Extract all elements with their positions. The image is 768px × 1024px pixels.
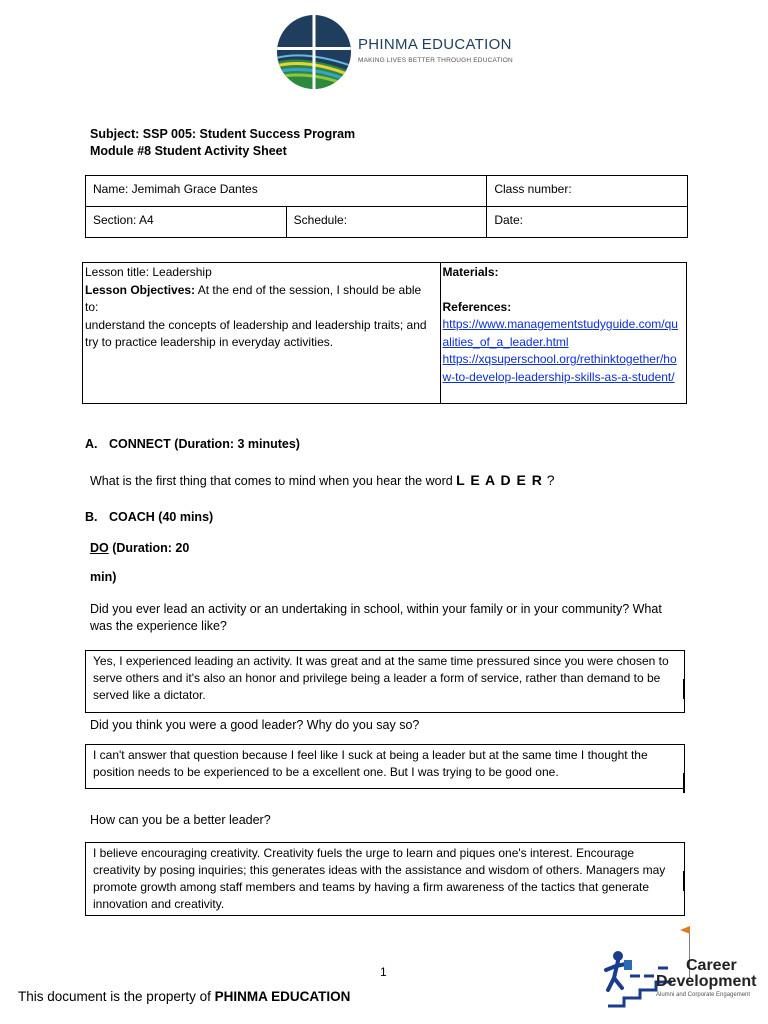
- subject-line: Subject: SSP 005: Student Success Program: [90, 127, 356, 141]
- do-heading: [90, 540, 189, 557]
- question-2: Did you think you were a good leader? Why do you say so?: [90, 718, 420, 732]
- brand-tagline: MAKING LIVES BETTER THROUGH EDUCATION: [358, 57, 513, 64]
- career-development-logo: [600, 918, 765, 1013]
- section-cell: Section: A4: [86, 207, 287, 238]
- schedule-cell: Schedule:: [286, 207, 487, 238]
- question-1: Did you ever lead an activity or an undertaking in school, within your family or in your community? What was the experience like?: [90, 602, 662, 633]
- connect-question-suffix: ?: [542, 472, 555, 488]
- do-label: DO: [90, 541, 109, 555]
- brand-name: PHINMA EDUCATION: [358, 36, 512, 53]
- property-owner: PHINMA EDUCATION: [214, 989, 351, 1004]
- materials-cell: [440, 263, 687, 404]
- connect-question: [90, 472, 555, 490]
- module-line: Module #8 Student Activity Sheet: [90, 144, 287, 158]
- do-duration-cont: min): [90, 570, 117, 584]
- name-cell: Name: Jemimah Grace Dantes: [86, 176, 487, 207]
- lesson-objectives: [85, 282, 438, 317]
- date-cell: Date:: [487, 207, 688, 238]
- lesson-details-cell: [83, 263, 441, 404]
- answer-box-1[interactable]: Yes, I experienced leading an activity. It was great and at the same time pressured since you were chosen to serve others and it's also an honor and privilege being a leader a form of service, rather than demand to be served like a dictator.: [85, 650, 685, 713]
- student-info-table: [85, 175, 688, 238]
- connect-title: CONNECT (Duration: 3 minutes): [109, 437, 300, 451]
- reference-link-1[interactable]: https://www.managementstudyguide.com/qualities_of_a_leader.html: [442, 317, 678, 349]
- answer-box-3[interactable]: I believe encouraging creativity. Creativity fuels the urge to learn and piques one's interest. Encourage creativity by posing inquiries; this generates ideas with the assistance and wisdom of others. Managers may promote growth among staff members and teams by having a firm awareness of the tactics that generate innovation and creativity.: [85, 842, 685, 916]
- phinma-logo-icon: [276, 14, 352, 90]
- references-label: References:: [442, 299, 512, 314]
- development-word: Development: [656, 973, 757, 990]
- coach-letter: B.: [85, 510, 98, 524]
- objective-2: try to practice leadership in everyday activities.: [85, 335, 334, 349]
- connect-heading: [85, 436, 300, 453]
- objectives-intro: At the end of the session, I should be able to:: [85, 282, 422, 314]
- lesson-table: [82, 262, 687, 404]
- class-number-cell: Class number:: [487, 176, 688, 207]
- connect-letter: A.: [85, 437, 98, 451]
- leader-word: L E A D E R: [456, 472, 543, 488]
- property-notice: [18, 989, 350, 1004]
- objectives-label: Lesson Objectives:: [85, 282, 196, 297]
- question-3: How can you be a better leader?: [90, 813, 271, 827]
- career-word: Career: [686, 957, 737, 974]
- connect-question-prefix: What is the first thing that comes to mind when you hear the word: [90, 474, 457, 488]
- lesson-title: Lesson title: Leadership: [85, 265, 212, 279]
- materials-label: Materials:: [442, 265, 499, 279]
- answer-box-2[interactable]: I can't answer that question because I feel like I suck at being a leader but at the same time I thought the position needs to be experienced to be a excellent one. But I was trying to be good one.: [85, 744, 685, 789]
- career-tagline: Alumni and Corporate Engagement: [656, 992, 751, 998]
- coach-title: COACH (40 mins): [109, 510, 214, 524]
- property-prefix: This document is the property of: [18, 989, 215, 1004]
- do-duration: (Duration: 20: [108, 541, 190, 555]
- climbing-person-icon: [600, 918, 690, 1013]
- reference-link-2[interactable]: https://xqsuperschool.org/rethinktogether/how-to-develop-leadership-skills-as-a-student/: [442, 352, 677, 384]
- page-number: 1: [380, 965, 387, 979]
- objective-1: understand the concepts of leadership and leadership traits; and: [85, 317, 427, 332]
- coach-heading: [85, 509, 213, 526]
